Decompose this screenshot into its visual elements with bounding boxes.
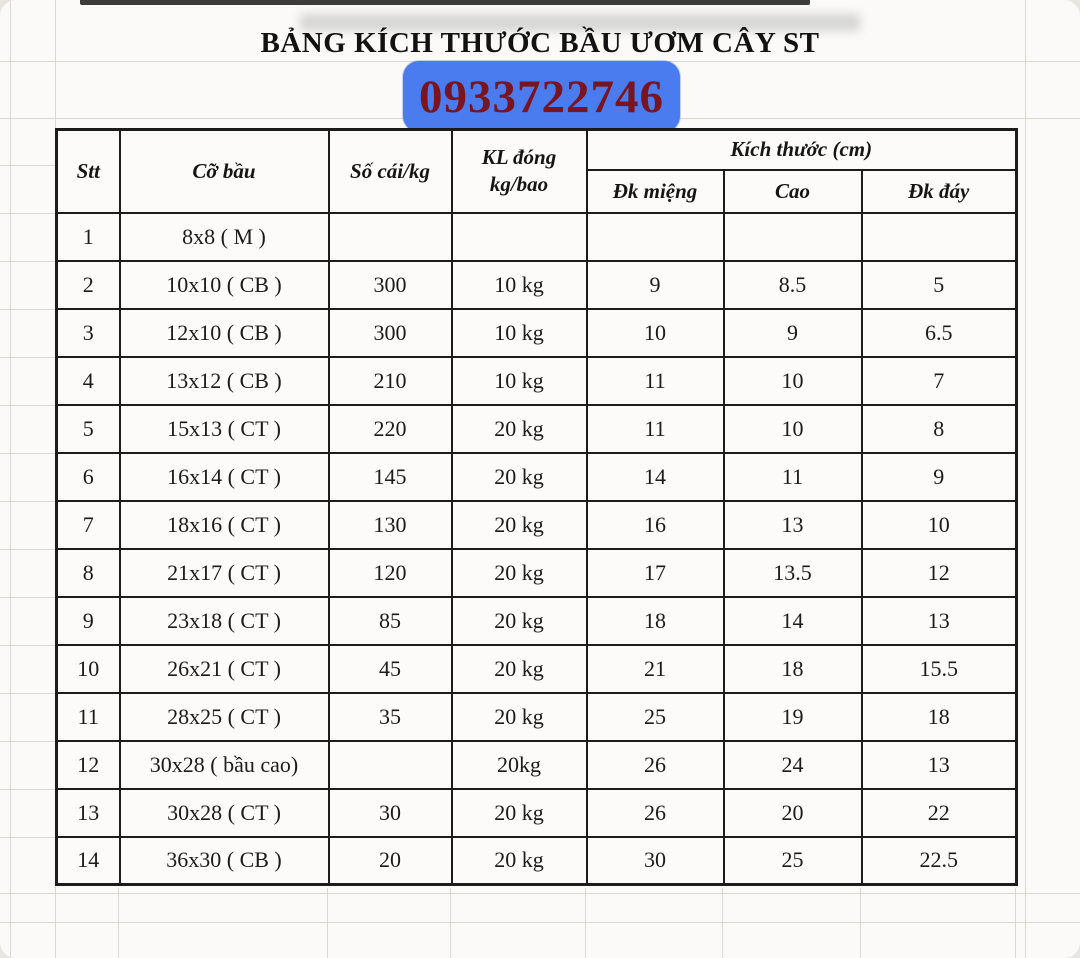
table-row [57,741,1017,789]
cell-so-cai-kg [329,213,452,261]
cell-cao: 10 [724,357,862,405]
gridline [10,0,11,958]
cell-co-bau: 30x28 ( bầu cao) [120,741,329,789]
cell-kl-dong: 20 kg [452,645,587,693]
cell-co-bau: 10x10 ( CB ) [120,261,329,309]
cell-cao: 20 [724,789,862,837]
gridline [118,888,119,958]
col-header-kl-dong [452,130,587,213]
cell-kl-dong: 10 kg [452,309,587,357]
gridline [1015,888,1016,958]
gridline [0,501,55,502]
cell-cao: 8.5 [724,261,862,309]
cell-stt: 1 [57,213,120,261]
cell-dk-mieng: 26 [587,741,724,789]
gridline [0,789,55,790]
cell-dk-mieng: 17 [587,549,724,597]
page-title: BẢNG KÍCH THƯỚC BẦU ƯƠM CÂY ST [260,27,820,59]
cell-co-bau: 26x21 ( CT ) [120,645,329,693]
cell-dk-mieng [587,213,724,261]
cell-co-bau: 16x14 ( CT ) [120,453,329,501]
gridline [0,549,55,550]
size-table [55,128,1018,886]
gridline [0,893,1080,894]
cell-dk-mieng: 25 [587,693,724,741]
cell-dk-day: 8 [862,405,1017,453]
cell-cao: 10 [724,405,862,453]
cell-dk-day: 12 [862,549,1017,597]
cell-dk-mieng: 18 [587,597,724,645]
cell-co-bau: 13x12 ( CB ) [120,357,329,405]
cell-co-bau: 21x17 ( CT ) [120,549,329,597]
cell-kl-dong: 20 kg [452,405,587,453]
cell-so-cai-kg: 220 [329,405,452,453]
col-header-dk-day: Đk đáy [862,170,1017,213]
table-row [57,789,1017,837]
cell-dk-day: 7 [862,357,1017,405]
cell-stt: 13 [57,789,120,837]
gridline [0,309,55,310]
gridline [0,453,55,454]
cell-co-bau: 15x13 ( CT ) [120,405,329,453]
cell-so-cai-kg: 145 [329,453,452,501]
cell-cao: 11 [724,453,862,501]
cell-stt: 11 [57,693,120,741]
cell-co-bau: 12x10 ( CB ) [120,309,329,357]
table-row [57,213,1017,261]
cell-dk-mieng: 11 [587,405,724,453]
col-header-dk-mieng: Đk miệng [587,170,724,213]
cell-cao: 25 [724,837,862,885]
cell-dk-mieng: 11 [587,357,724,405]
gridline [450,888,451,958]
cell-kl-dong: 20 kg [452,501,587,549]
cell-dk-day: 13 [862,741,1017,789]
cell-co-bau: 23x18 ( CT ) [120,597,329,645]
cell-stt: 10 [57,645,120,693]
cell-cao: 14 [724,597,862,645]
table-row [57,309,1017,357]
cell-cao: 13.5 [724,549,862,597]
gridline [585,888,586,958]
cell-so-cai-kg: 300 [329,261,452,309]
cell-stt: 12 [57,741,120,789]
col-header-cao: Cao [724,170,862,213]
kl-dong-line1: KL đóng [481,144,557,169]
cell-dk-day: 10 [862,501,1017,549]
cell-so-cai-kg: 30 [329,789,452,837]
table-row [57,501,1017,549]
cell-dk-mieng: 9 [587,261,724,309]
gridline [0,213,55,214]
cell-cao: 18 [724,645,862,693]
cell-cao: 9 [724,309,862,357]
cell-dk-day: 22 [862,789,1017,837]
kl-dong-line2: kg/bao [489,172,549,197]
cell-co-bau: 28x25 ( CT ) [120,693,329,741]
col-header-so-cai-kg: Số cái/kg [329,130,452,213]
cell-kl-dong: 20 kg [452,693,587,741]
cell-cao: 19 [724,693,862,741]
cell-kl-dong: 20kg [452,741,587,789]
gridline [0,261,55,262]
cell-dk-mieng: 21 [587,645,724,693]
cell-co-bau: 8x8 ( M ) [120,213,329,261]
cell-kl-dong: 20 kg [452,789,587,837]
cell-kl-dong: 10 kg [452,357,587,405]
table-row [57,549,1017,597]
cell-dk-day: 18 [862,693,1017,741]
cell-so-cai-kg: 20 [329,837,452,885]
col-header-kich-thuoc: Kích thước (cm) [587,130,1017,170]
cell-so-cai-kg: 210 [329,357,452,405]
cell-dk-mieng: 16 [587,501,724,549]
cell-kl-dong [452,213,587,261]
cell-dk-mieng: 30 [587,837,724,885]
top-edge-artifact [80,0,810,5]
cell-cao [724,213,862,261]
cell-so-cai-kg [329,741,452,789]
cell-dk-mieng: 10 [587,309,724,357]
cell-stt: 4 [57,357,120,405]
cell-stt: 9 [57,597,120,645]
cell-dk-day: 13 [862,597,1017,645]
cell-cao: 13 [724,501,862,549]
table-row [57,837,1017,885]
cell-stt: 3 [57,309,120,357]
cell-co-bau: 18x16 ( CT ) [120,501,329,549]
table-row [57,645,1017,693]
gridline [0,165,55,166]
cell-stt: 7 [57,501,120,549]
gridline [0,597,55,598]
cell-kl-dong: 20 kg [452,453,587,501]
table-row [57,597,1017,645]
cell-dk-day: 9 [862,453,1017,501]
cell-stt: 6 [57,453,120,501]
cell-kl-dong: 20 kg [452,837,587,885]
cell-dk-mieng: 14 [587,453,724,501]
cell-kl-dong: 20 kg [452,597,587,645]
cell-co-bau: 30x28 ( CT ) [120,789,329,837]
gridline [722,888,723,958]
gridline [860,888,861,958]
gridline [1025,0,1026,958]
gridline [0,837,55,838]
cell-co-bau: 36x30 ( CB ) [120,837,329,885]
gridline [0,357,55,358]
table-row [57,693,1017,741]
cell-kl-dong: 10 kg [452,261,587,309]
cell-dk-mieng: 26 [587,789,724,837]
cell-stt: 2 [57,261,120,309]
table-body [57,213,1017,885]
cell-stt: 5 [57,405,120,453]
table-row [57,357,1017,405]
gridline [0,405,55,406]
cell-so-cai-kg: 85 [329,597,452,645]
cell-dk-day: 5 [862,261,1017,309]
table-row [57,261,1017,309]
cell-dk-day [862,213,1017,261]
table-header [57,130,1017,213]
cell-so-cai-kg: 300 [329,309,452,357]
cell-kl-dong: 20 kg [452,549,587,597]
cell-so-cai-kg: 35 [329,693,452,741]
phone-number: 0933722746 [419,70,664,123]
cell-so-cai-kg: 45 [329,645,452,693]
cell-so-cai-kg: 120 [329,549,452,597]
table-row [57,405,1017,453]
gridline [327,888,328,958]
cell-stt: 8 [57,549,120,597]
gridline [0,645,55,646]
gridline [0,922,1080,923]
gridline [0,741,55,742]
col-header-co-bau: Cỡ bầu [120,130,329,213]
cell-cao: 24 [724,741,862,789]
gridline [0,693,55,694]
cell-dk-day: 15.5 [862,645,1017,693]
cell-dk-day: 22.5 [862,837,1017,885]
phone-badge [403,61,680,132]
col-header-stt: Stt [57,130,120,213]
table-row [57,453,1017,501]
cell-so-cai-kg: 130 [329,501,452,549]
cell-stt: 14 [57,837,120,885]
cell-dk-day: 6.5 [862,309,1017,357]
